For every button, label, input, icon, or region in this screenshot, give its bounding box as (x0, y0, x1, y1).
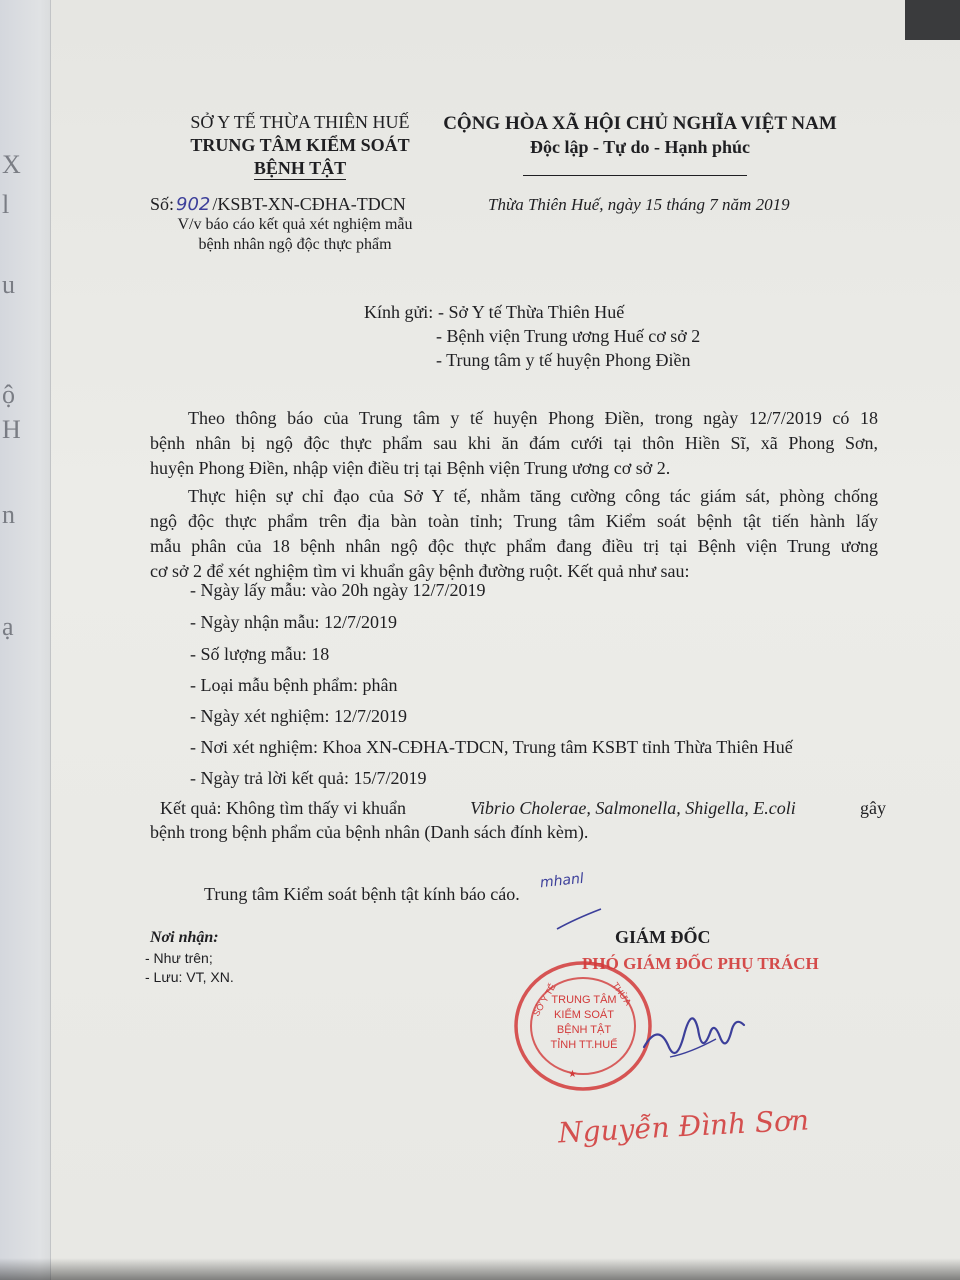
seal-line: TỈNH TT.HUẾ (550, 1039, 618, 1051)
list-item-sample-type: - Loại mẫu bệnh phẩm: phân (190, 675, 398, 695)
result-line2: bệnh trong bệnh phẩm của bệnh nhân (Danh sách đính kèm). (150, 822, 589, 842)
deputy-stamp: PHÓ GIÁM ĐỐC PHỤ TRÁCH (582, 954, 819, 973)
closing-line: Trung tâm Kiểm soát bệnh tật kính báo cáo. (204, 884, 520, 904)
list-item-result-date: - Ngày trả lời kết quả: 15/7/2019 (190, 768, 427, 788)
country-name: CỘNG HÒA XÃ HỘI CHỦ NGHĨA VIỆT NAM (443, 113, 837, 134)
list-item-sample-date: - Ngày lấy mẫu: vào 20h ngày 12/7/2019 (190, 580, 486, 600)
underlying-sheet: X l u ộ H n ạ (0, 0, 51, 1280)
recipient-3: - Trung tâm y tế huyện Phong Điền (436, 350, 691, 370)
noi-nhan-item-1: - Như trên; (145, 950, 213, 966)
svg-text:★: ★ (568, 1069, 577, 1080)
result-organisms: Vibrio Cholerae, Salmonella, Shigella, E.coli (470, 798, 796, 818)
subject-line1: V/v báo cáo kết quả xét nghiệm mẫu (177, 216, 413, 233)
svg-text:SỞ Y TẾ: SỞ Y TẾ (531, 982, 558, 1018)
center-name-line2: BỆNH TẬT (253, 158, 347, 178)
signature-icon (640, 995, 750, 1075)
list-item-received-date: - Ngày nhận mẫu: 12/7/2019 (190, 612, 397, 632)
bottom-shadow (0, 1258, 960, 1280)
seal-text (532, 993, 636, 1053)
result-suffix: gây (859, 798, 886, 818)
paragraph-1-line: Theo thông báo của Trung tâm y tế huyện Phong Điền, trong ngày 12/7/2019 có 18 (188, 408, 878, 428)
result-line1 (160, 798, 886, 819)
recipients-label: Kính gửi: (364, 302, 434, 322)
paragraph-2-line: Thực hiện sự chỉ đạo của Sở Y tế, nhằm tăng cường công tác giám sát, phòng chống (188, 486, 878, 506)
handwritten-initials: mhanl (539, 870, 585, 892)
seal-line: BỆNH TẬT (556, 1024, 612, 1036)
signer-name: Nguyễn Đình Sơn (557, 1103, 810, 1150)
recipient-1: - Sở Y tế Thừa Thiên Huế (438, 302, 625, 322)
document-number-handwritten: 902 (176, 194, 211, 215)
background-corner (905, 0, 960, 40)
result-prefix: Kết quả: Không tìm thấy vi khuẩn (160, 798, 406, 818)
noi-nhan-item-2: - Lưu: VT, XN. (145, 969, 234, 985)
motto: Độc lập - Tự do - Hạnh phúc (529, 137, 751, 157)
seal-line: TRUNG TÂM (551, 994, 617, 1006)
noi-nhan-label: Nơi nhận: (150, 929, 219, 946)
date-line: Thừa Thiên Huế, ngày 15 tháng 7 năm 2019 (488, 195, 790, 214)
list-item-sample-count: - Số lượng mẫu: 18 (190, 644, 330, 664)
motto-underline (523, 175, 747, 176)
initials-stroke (555, 905, 605, 935)
dept-name: SỞ Y TẾ THỪA THIÊN HUẾ (190, 112, 410, 132)
paragraph-2-line: ngộ độc thực phẩm trên địa bàn toàn tỉnh; Trung tâm Kiểm soát bệnh tật tiến hành lấy (150, 511, 878, 531)
document-number: Số: 902 /KSBT-XN-CĐHA-TDCN (150, 194, 406, 215)
paragraph-1 (150, 406, 878, 481)
signer-title: GIÁM ĐỐC (615, 927, 711, 947)
paragraph-2-line: cơ sở 2 để xét nghiệm tìm vi khuẩn gây bệnh đường ruột. Kết quả như sau: (150, 561, 690, 581)
paragraph-2 (150, 484, 878, 584)
seal-line: KIỂM SOÁT (554, 1009, 614, 1021)
paragraph-1-line: bệnh nhân bị ngộ độc thực phẩm sau khi ăn đám cưới tại thôn Hiền Sĩ, xã Phong Sơn, (150, 433, 878, 453)
paragraph-2-line: mẫu phân của 18 bệnh nhân ngộ độc thực phẩm đang điều trị tại Bệnh viện Trung ương (150, 536, 878, 556)
paragraph-1-line: huyện Phong Điền, nhập viện điều trị tại Bệnh viện Trung ương cơ sở 2. (150, 458, 671, 478)
list-item-test-place: - Nơi xét nghiệm: Khoa XN-CĐHA-TDCN, Trung tâm KSBT tỉnh Thừa Thiên Huế (190, 737, 793, 757)
center-name-line1: TRUNG TÂM KIỂM SOÁT (190, 135, 410, 155)
list-item-test-date: - Ngày xét nghiệm: 12/7/2019 (190, 706, 407, 726)
svg-text:THỪA: THỪA (610, 980, 634, 1008)
recipient-2: - Bệnh viện Trung ương Huế cơ sở 2 (436, 326, 701, 346)
subject-line2: bệnh nhân ngộ độc thực phẩm (198, 236, 392, 253)
